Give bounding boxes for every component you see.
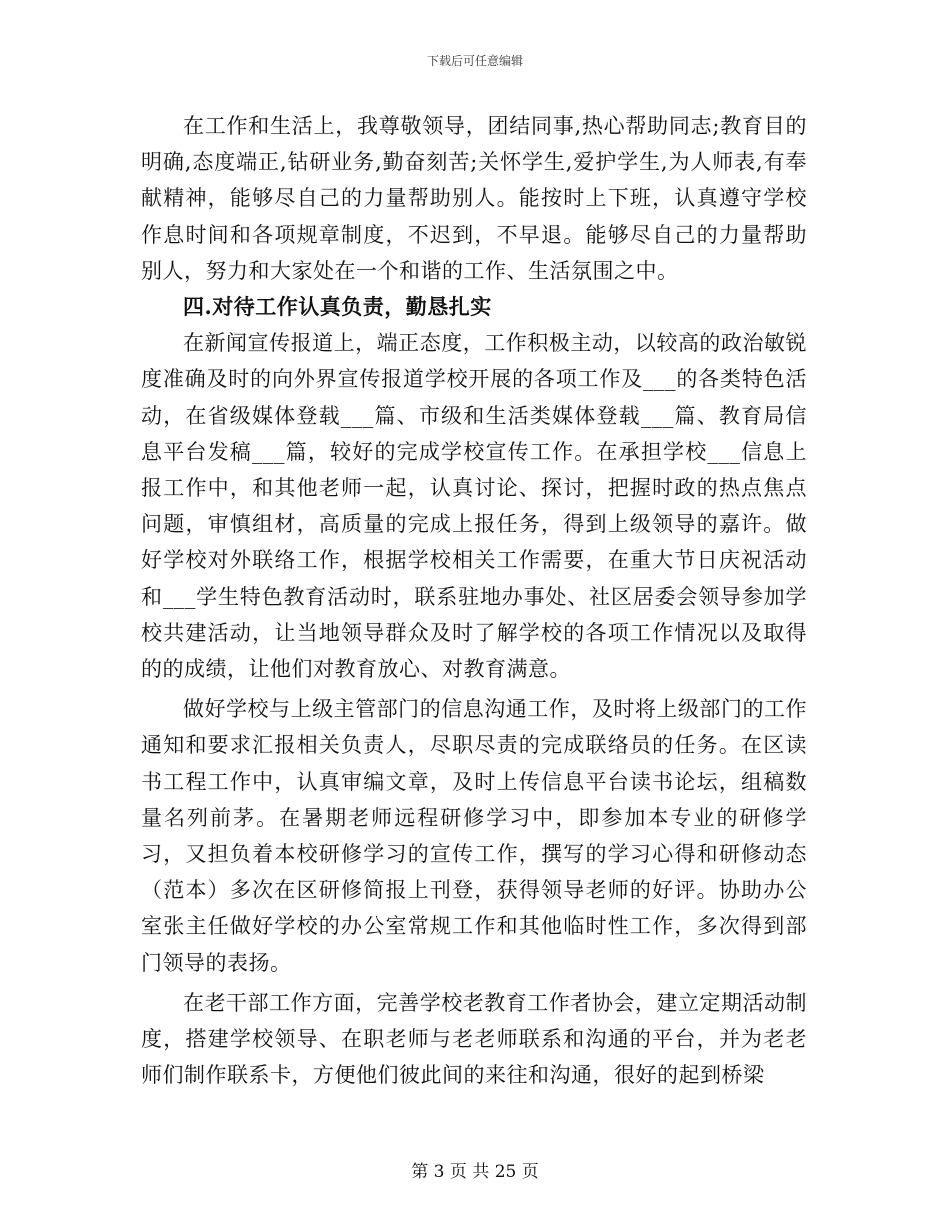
page-number-footer: 第 3 页 共 25 页: [411, 1162, 539, 1182]
paragraph-info-communication: 做好学校与上级主管部门的信息沟通工作，及时将上级部门的工作通知和要求汇报相关负责人，尽职尽责的完成联络员的任务。在区读书工程工作中，认真审编文章，及时上传信息平台读书论坛，组稿数量名列前茅。在暑期老师远程研修学习中，即参加本专业的研修学习，又担负着本校研修学习的宣传工作，撰写的学习心得和研修动态（范本）多次在区研修简报上刊登，获得领导老师的好评。协助办公室张主任做好学校的办公室常规工作和其他临时性工作，多次得到部门领导的表扬。: [141, 697, 807, 975]
paragraph-retired-cadres: 在老干部工作方面，完善学校老教育工作者协会，建立定期活动制度，搭建学校领导、在职老师与老老师联系和沟通的平台，并为老老师们制作联系卡，方便他们彼此间的来往和沟通，很好的起到桥梁: [141, 990, 807, 1088]
paragraph-work-life-attitude: 在工作和生活上，我尊敬领导，团结同事,热心帮助同志;教育目的明确,态度端正,钻研业务,勤奋刻苦;关怀学生,爱护学生,为人师表,有奉献精神，能够尽自己的力量帮助别人。能按时上下班，认真遵守学校作息时间和各项规章制度，不迟到，不早退。能够尽自己的力量帮助别人，努力和大家处在一个和谐的工作、生活氛围之中。: [141, 114, 807, 283]
document-body: [141, 108, 807, 1093]
paragraph-news-publicity: 在新闻宣传报道上，端正态度，工作积极主动，以较高的政治敏锐度准确及时的向外界宣传报道学校开展的各项工作及___的各类特色活动，在省级媒体登载___篇、市级和生活类媒体登载___篇、教育局信息平台发稿___篇，较好的完成学校宣传工作。在承担学校___信息上报工作中，和其他老师一起，认真讨论、探讨，把握时政的热点焦点问题，审慎组材，高质量的完成上报任务，得到上级领导的嘉许。做好学校对外联络工作，根据学校相关工作需要，在重大节日庆祝活动和___学生特色教育活动时，联系驻地办事处、社区居委会领导参加学校共建活动，让当地领导群众及时了解学校的各项工作情况以及取得的的成绩，让他们对教育放心、对教育满意。: [141, 331, 807, 682]
page-header-note: 下载后可任意编辑: [426, 54, 523, 68]
section-heading-4: 四.对待工作认真负责，勤恳扎实: [183, 294, 492, 320]
